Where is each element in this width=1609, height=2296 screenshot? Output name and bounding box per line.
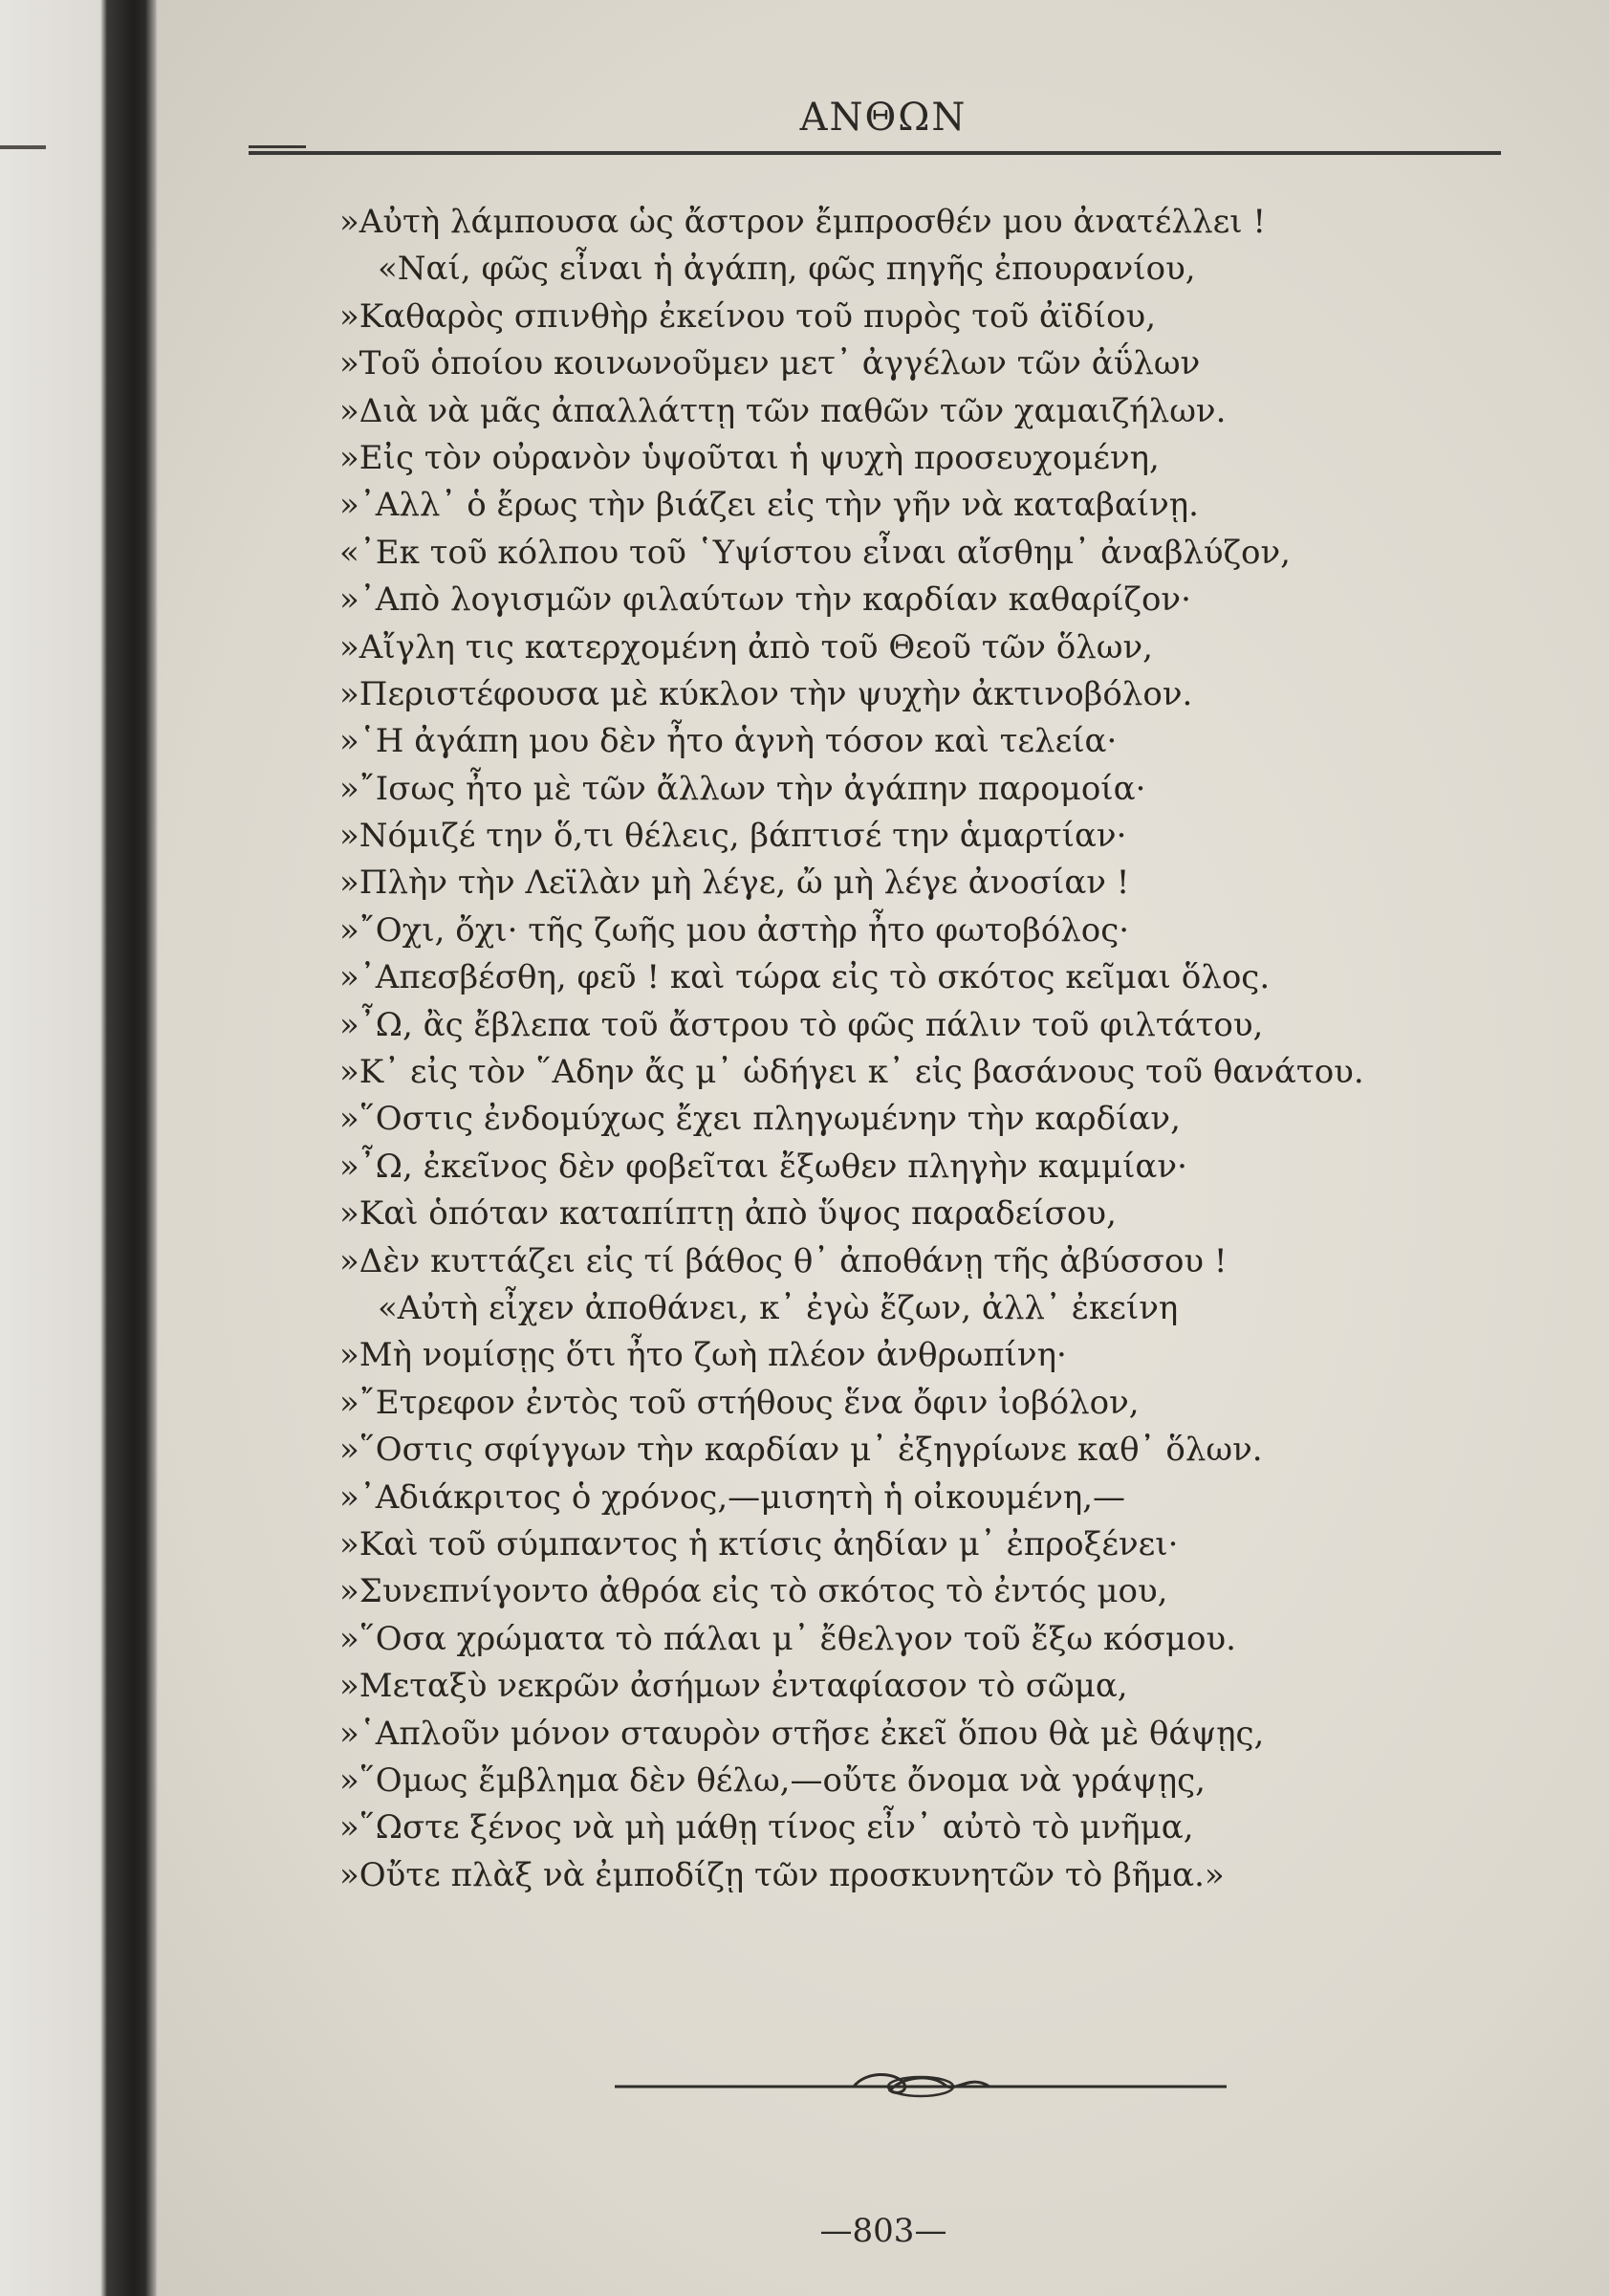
- poem-line: »Συνεπνίγοντο ἀθρόα εἰς τὸ σκότος τὸ ἐντός μου,: [339, 1572, 1168, 1611]
- poem-line: »Καθαρὸς σπινθὴρ ἐκείνου τοῦ πυρὸς τοῦ ἀϊδίου,: [339, 296, 1157, 336]
- poem-line: »Μεταξὺ νεκρῶν ἀσήμων ἐνταφίασον τὸ σῶμα,: [339, 1667, 1128, 1706]
- poem-line: »῎Οχι, ὄχι· τῆς ζωῆς μου ἀστὴρ ἦτο φωτοβόλος·: [339, 910, 1130, 950]
- poem-line: »Πλὴν τὴν Λεϊλὰν μὴ λέγε, ὤ μὴ λέγε ἀνοσίαν !: [339, 864, 1130, 903]
- poem-line: «᾽Εκ τοῦ κόλπου τοῦ ῾Υψίστου εἶναι αἴσθημ᾽ ἀναβλύζον,: [339, 533, 1291, 572]
- poem-line: »῏Ω, ἂς ἔβλεπα τοῦ ἄστρου τὸ φῶς πάλιν τοῦ φιλτάτου,: [339, 1005, 1264, 1044]
- poem-line: «Ναί, φῶς εἶναι ἡ ἀγάπη, φῶς πηγῆς ἐπουρανίου,: [378, 250, 1196, 289]
- poem-line: »Οὔτε πλὰξ νὰ ἐμποδίζῃ τῶν προσκυνητῶν τὸ βῆμα.»: [339, 1855, 1225, 1894]
- poem-line: »῏Ω, ἐκεῖνος δὲν φοβεῖται ἔξωθεν πληγὴν καμμίαν·: [339, 1147, 1187, 1186]
- poem-line: »Διὰ νὰ μᾶς ἀπαλλάττῃ τῶν παθῶν τῶν χαμαιζήλων.: [339, 391, 1227, 430]
- poem-line: »῾Απλοῦν μόνον σταυρὸν στῆσε ἐκεῖ ὅπου θὰ μὲ θάψῃς,: [339, 1714, 1265, 1753]
- poem-line: »Αὐτὴ λάμπουσα ὡς ἄστρον ἔμπροσθέν μου ἀνατέλλει !: [339, 203, 1267, 241]
- page-number: —803—: [819, 2212, 947, 2250]
- poem-line: »Αἴγλη τις κατερχομένη ἀπὸ τοῦ Θεοῦ τῶν ὅλων,: [339, 627, 1153, 667]
- poem-line: »Δὲν κυττάζει εἰς τί βάθος θ᾽ ἀποθάνῃ τῆς ἀβύσσου !: [339, 1241, 1228, 1280]
- poem-line: »῎Ισως ἦτο μὲ τῶν ἄλλων τὴν ἀγάπην παρομοία·: [339, 769, 1146, 808]
- poem-line: »Νόμιζέ την ὅ,τι θέλεις, βάπτισέ την ἁμαρτίαν·: [339, 817, 1127, 856]
- poem-line: »῾Η ἀγάπη μου δὲν ἦτο ἁγνὴ τόσον καὶ τελεία·: [339, 722, 1118, 761]
- poem-text: [339, 199, 1468, 1899]
- poem-line: »Καὶ ὁπόταν καταπίπτῃ ἀπὸ ὕψος παραδείσου,: [339, 1194, 1117, 1234]
- poem-line: »Κ᾽ εἰς τὸν ῞Αδην ἄς μ᾽ ὡδήγει κ᾽ εἰς βασάνους τοῦ θανάτου.: [339, 1053, 1364, 1092]
- book-page: [158, 0, 1609, 2296]
- running-header: ΑΝΘΩΝ: [799, 96, 968, 140]
- header-rule-start: [249, 145, 306, 148]
- poem-line: »῞Οσα χρώματα τὸ πάλαι μ᾽ ἔθελγον τοῦ ἔξω κόσμου.: [339, 1619, 1236, 1658]
- poem-line: »Εἰς τὸν οὐρανὸν ὑψοῦται ἡ ψυχὴ προσευχομένη,: [339, 438, 1160, 477]
- book-binding-shadow: [0, 0, 158, 2296]
- poem-line: »῞Οστις ἐνδομύχως ἔχει πληγωμένην τὴν καρδίαν,: [339, 1100, 1181, 1139]
- poem-line: »῞Ωστε ξένος νὰ μὴ μάθῃ τίνος εἶν᾽ αὐτὸ τὸ μνῆμα,: [339, 1808, 1194, 1848]
- poem-line: »Μὴ νομίσῃς ὅτι ἦτο ζωὴ πλέον ἀνθρωπίνη·: [339, 1336, 1067, 1375]
- poem-line: »῎Ετρεφον ἐντὸς τοῦ στήθους ἕνα ὄφιν ἰοβόλον,: [339, 1383, 1140, 1422]
- poem-line: »᾽Αλλ᾽ ὁ ἔρως τὴν βιάζει εἰς τὴν γῆν νὰ καταβαίνῃ.: [339, 486, 1199, 525]
- poem-line: »Τοῦ ὁποίου κοινωνοῦμεν μετ᾽ ἀγγέλων τῶν ἀΰλων: [339, 344, 1201, 383]
- header-rule: [249, 151, 1501, 155]
- poem-line: »᾽Απεσβέσθη, φεῦ ! καὶ τώρα εἰς τὸ σκότος κεῖμαι ὅλος.: [339, 958, 1271, 997]
- poem-line: »᾽Αδιάκριτος ὁ χρόνος,—μισητὴ ἡ οἰκουμένη,—: [339, 1477, 1126, 1517]
- poem-line: «Αὐτὴ εἶχεν ἀποθάνει, κ᾽ ἐγὼ ἔζων, ἀλλ᾽ ἐκείνη: [378, 1288, 1179, 1327]
- poem-line: »῞Οστις σφίγγων τὴν καρδίαν μ᾽ ἐξηγρίωνε καθ᾽ ὅλων.: [339, 1431, 1263, 1470]
- binding-mark: [0, 145, 46, 149]
- poem-line: »᾽Απὸ λογισμῶν φιλαύτων τὴν καρδίαν καθαρίζον·: [339, 580, 1191, 620]
- poem-line: »῞Ομως ἔμβλημα δὲν θέλω,—οὔτε ὄνομα νὰ γράψῃς,: [339, 1760, 1206, 1800]
- poem-line: »Καὶ τοῦ σύμπαντος ἡ κτίσις ἀηδίαν μ᾽ ἐπροξένει·: [339, 1524, 1179, 1563]
- end-ornament: [615, 2064, 1227, 2106]
- poem-line: »Περιστέφουσα μὲ κύκλον τὴν ψυχὴν ἀκτινοβόλον.: [339, 674, 1193, 713]
